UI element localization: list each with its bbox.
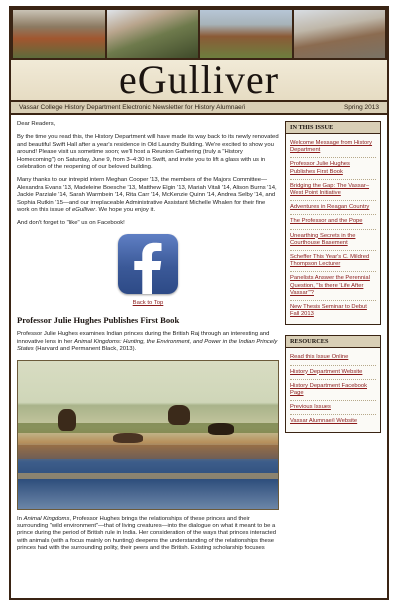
content-area	[11, 115, 387, 559]
resources-title: RESOURCES	[286, 336, 380, 348]
issue-link-pope[interactable]: The Professor and the Pope	[290, 215, 376, 229]
in-this-issue-box	[285, 121, 381, 325]
issue-link-thesis[interactable]: New Thesis Seminar to Debut Fall 2013	[290, 304, 367, 318]
article-paragraph-1: Professor Julie Hughes examines Indian princes during the British Raj through an interesting and innovative lens in her Animal Kingdoms: Hunting, the Environment, and Power in the Indian Princely States (Harvard and Permanent Black, 2013).	[17, 331, 278, 353]
book-title-italic: Animal Kingdoms: Hunting, the Environment, and Power in the Indian Princely States	[17, 338, 278, 353]
issue-link-courthouse[interactable]: Unearthing Secrets in the Courthouse Basement	[290, 230, 376, 251]
campus-photo-2	[107, 10, 199, 58]
thanks-paragraph: Many thanks to our intrepid intern Meghan Cooper '13, the members of the Majors Committee—Alexandra Evans '13, Madeleine Boesche '13, Matthew Elgin '13, Mariah Vitali '14, Alison Burns '14, Jackie Parziale '14, Sarah Warmbein '14, Rita Carr '14, McKenzie Quinn '14, Andrea Selby '14, and Sophia Rutkin '15—and our irreplaceable Administrative Assistant Michelle Whalen for their fine work on this issue of eGulliver. We hope you enjoy it.	[17, 177, 277, 214]
header-photo-strip	[11, 8, 387, 58]
resource-link-online[interactable]: Read this Issue Online	[290, 351, 376, 365]
article-paragraph-2: In Animal Kingdoms, Professor Hughes brings the relationships of these princes and their surrounding "wild environment"—that of living creatures—into the dialogue on what it meant to be a prince during the period of British rule in India. Her consideration of the ways that princes interacted with animals (with a focus mainly on hunting) deepens the understanding of the relationships these princes had with the surrounding polity, their peers and the British. Existing scholarship focuses	[17, 515, 277, 552]
resource-link-website[interactable]: History Department Website	[290, 366, 376, 380]
book-short-title-italic: Animal Kingdoms	[23, 515, 70, 522]
resource-link-previous[interactable]: Previous Issues	[290, 401, 376, 415]
masthead	[11, 58, 387, 102]
issue-label: Spring 2013	[343, 104, 379, 111]
intro-paragraph: By the time you read this, the History Department will have made its way back to its newly renovated and beautiful Swift Hall after a year's residence in Old Laundry Building. We're excited to show you around! Please visit us sometime soon; we'll host a Reunion Gathering (truly a "History Homecoming") on Saturday, June 9, from 3–4:30 in Swift, and invite you to lift a glass with us in celebration of the reopening of our beloved building.	[17, 134, 279, 171]
issue-link-panelists[interactable]: Panelists Answer the Perennial Question, "Is there 'Life After Vassar'"?	[290, 272, 376, 301]
greeting: Dear Readers,	[17, 121, 56, 127]
resources-list	[286, 348, 380, 431]
facebook-prompt: And don't forget to "like" us on Facebook!	[17, 220, 125, 227]
sidebar	[285, 121, 381, 559]
campus-photo-1	[13, 10, 105, 58]
resource-link-facebook[interactable]: History Department Facebook Page	[290, 380, 376, 401]
facebook-icon[interactable]	[118, 234, 178, 294]
main-column	[17, 121, 279, 559]
newsletter-title: eGulliver	[118, 57, 280, 102]
campus-photo-4	[294, 10, 386, 58]
subtitle-bar	[11, 102, 387, 115]
resources-box	[285, 335, 381, 432]
campus-photo-3	[200, 10, 292, 58]
issue-link-bridging[interactable]: Bridging the Gap: The Vassar–West Point Initiative	[290, 180, 376, 201]
in-this-issue-title: IN THIS ISSUE	[286, 122, 380, 134]
issue-link-welcome[interactable]: Welcome Message from History Department	[290, 137, 376, 158]
hunting-painting-image	[17, 360, 279, 510]
issue-link-reagan[interactable]: Adventures in Reagan Country	[290, 201, 376, 215]
newsletter-subtitle: Vassar College History Department Electronic Newsletter for History Alumnae/i	[19, 104, 246, 111]
article-title: Professor Julie Hughes Publishes First Book	[17, 315, 180, 326]
back-to-top-link[interactable]: Back to Top	[132, 299, 164, 306]
newsletter-frame	[9, 6, 389, 600]
issue-link-scheffer[interactable]: Scheffer This Year's C. Mildred Thompson Lecturer	[290, 251, 376, 272]
in-this-issue-list	[286, 134, 380, 324]
resource-link-alumnae[interactable]: Vassar Alumnae/i Website	[290, 418, 358, 425]
issue-link-hughes[interactable]: Professor Julie Hughes Publishes First Book	[290, 158, 376, 179]
facebook-block	[17, 234, 279, 307]
newsletter-name-italic: eGulliver	[72, 207, 96, 214]
